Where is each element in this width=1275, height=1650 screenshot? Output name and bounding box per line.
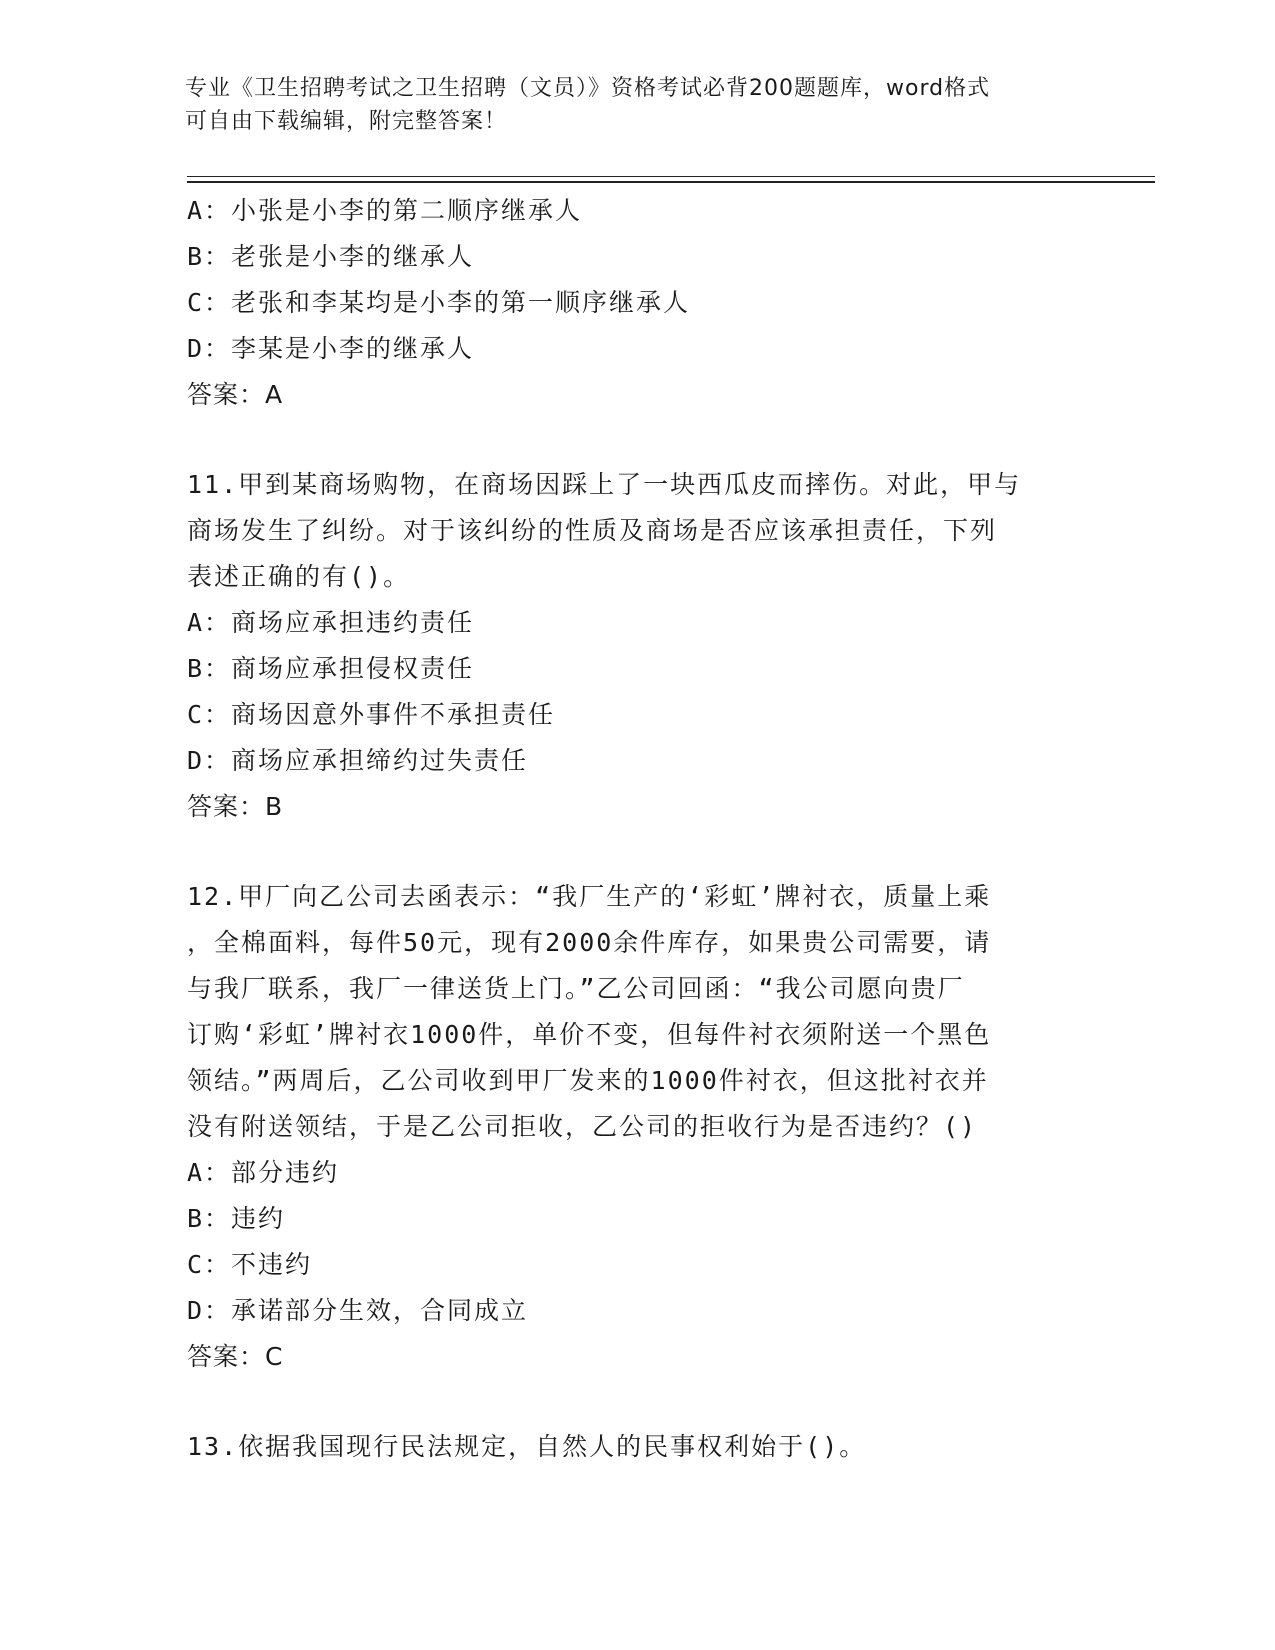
- question-text-line: ，全棉面料，每件50元，现有2000余件库存，如果贵公司需要，请: [187, 928, 992, 957]
- answer: 答案：B: [187, 792, 284, 821]
- header-divider-thick: [187, 181, 1155, 183]
- option-d: D：李某是小李的继承人: [187, 334, 475, 363]
- question-text-line: 12.甲厂向乙公司去函表示：“我厂生产的‘彩虹’牌衬衣，质量上乘: [187, 882, 992, 911]
- question-13: [187, 1424, 1087, 1470]
- question-text-line: 表述正确的有()。: [187, 562, 411, 591]
- answer: 答案：C: [187, 1342, 284, 1371]
- answer: 答案：A: [187, 380, 284, 409]
- header-line-2: 可自由下载编辑，附完整答案！: [185, 109, 508, 134]
- option-a: A：小张是小李的第二顺序继承人: [187, 196, 583, 225]
- document-header: [185, 72, 1085, 138]
- option-d: D：承诺部分生效，合同成立: [187, 1296, 529, 1325]
- header-line-1: 专业《卫生招聘考试之卫生招聘（文员）》资格考试必背200题题库，word格式: [185, 76, 991, 101]
- header-divider-thin: [187, 176, 1155, 177]
- option-d: D：商场应承担缔约过失责任: [187, 746, 529, 775]
- question-text-line: 13.依据我国现行民法规定，自然人的民事权利始于()。: [187, 1432, 867, 1461]
- question-text-line: 11.甲到某商场购物，在商场因踩上了一块西瓜皮而摔伤。对此，甲与: [187, 470, 1022, 499]
- option-b: B：违约: [187, 1204, 286, 1233]
- question-text-line: 领结。”两周后，乙公司收到甲厂发来的1000件衬衣，但这批衬衣并: [187, 1066, 989, 1095]
- option-b: B：老张是小李的继承人: [187, 242, 475, 271]
- option-c: C：商场因意外事件不承担责任: [187, 700, 556, 729]
- question-text-line: 订购‘彩虹’牌衬衣1000件，单价不变，但每件衬衣须附送一个黑色: [187, 1020, 992, 1049]
- question-text-line: 没有附送领结，于是乙公司拒收，乙公司的拒收行为是否违约？(): [187, 1112, 978, 1141]
- question-11: [187, 462, 1087, 830]
- question-10: [187, 188, 1087, 418]
- option-a: A：商场应承担违约责任: [187, 608, 475, 637]
- option-c: C：老张和李某均是小李的第一顺序继承人: [187, 288, 691, 317]
- question-list: [187, 188, 1087, 1470]
- question-12: [187, 874, 1087, 1380]
- option-a: A：部分违约: [187, 1158, 340, 1187]
- option-c: C：不违约: [187, 1250, 313, 1279]
- question-text-line: 商场发生了纠纷。对于该纠纷的性质及商场是否应该承担责任，下列: [187, 516, 998, 545]
- option-b: B：商场应承担侵权责任: [187, 654, 475, 683]
- question-text-line: 与我厂联系，我厂一律送货上门。”乙公司回函：“我公司愿向贵厂: [187, 974, 965, 1003]
